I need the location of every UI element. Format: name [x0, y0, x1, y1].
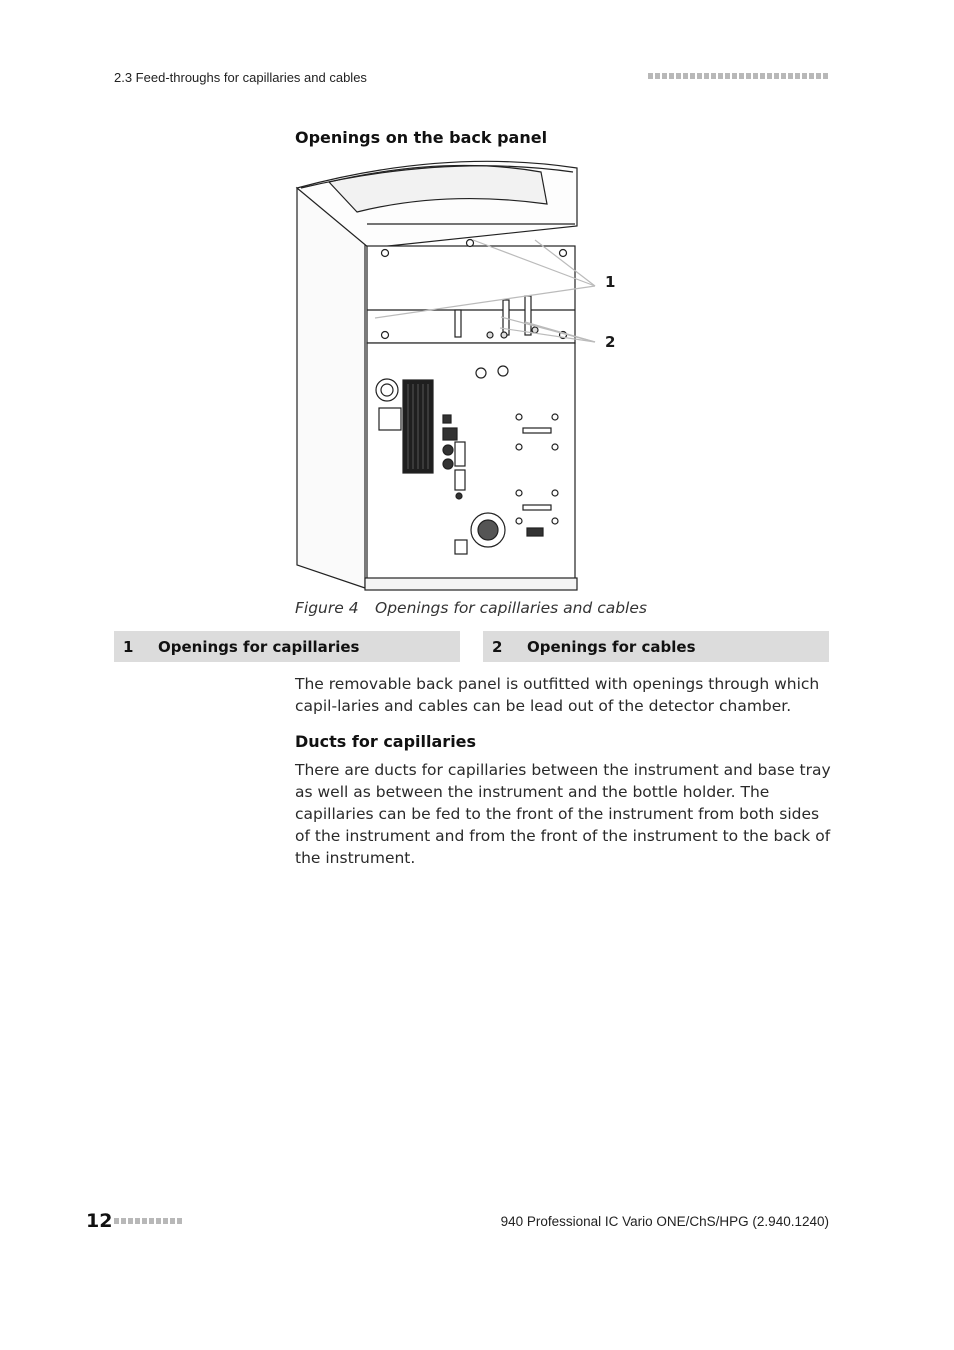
legend-label: Openings for capillaries	[158, 637, 360, 656]
subsection-heading: Ducts for capillaries	[295, 732, 477, 751]
body-paragraph-1: The removable back panel is outfitted with openings through which capil-laries and cables can be lead out of the detector chamber.	[295, 675, 820, 715]
callout-2: 2	[605, 333, 616, 351]
instrument-back-panel-figure	[295, 160, 635, 592]
legend-label: Openings for cables	[527, 637, 696, 656]
figure-caption	[295, 599, 647, 617]
running-header: 2.3 Feed-throughs for capillaries and cables	[114, 70, 367, 85]
callout-1: 1	[605, 273, 616, 291]
legend-number: 1	[123, 637, 134, 656]
legend-number: 2	[492, 637, 503, 656]
figure-caption-text: Openings for capillaries and cables	[375, 599, 647, 617]
header-decoration	[648, 73, 828, 79]
body-paragraph-2: There are ducts for capillaries between the instrument and base tray as well as between the instrument and the bottle holder. The capillaries can be fed to the front of the instrument from both sides of the instrument and from the front of the instrument to the back of the instrument.	[295, 761, 831, 867]
footer-product: 940 Professional IC Vario ONE/ChS/HPG (2.940.1240)	[500, 1214, 829, 1229]
footer-decoration	[114, 1218, 182, 1224]
section-heading: Openings on the back panel	[295, 128, 548, 147]
legend-item-1	[114, 631, 460, 662]
legend-item-2	[483, 631, 829, 662]
page-number: 12	[86, 1210, 113, 1232]
figure-number: Figure 4	[295, 599, 359, 617]
